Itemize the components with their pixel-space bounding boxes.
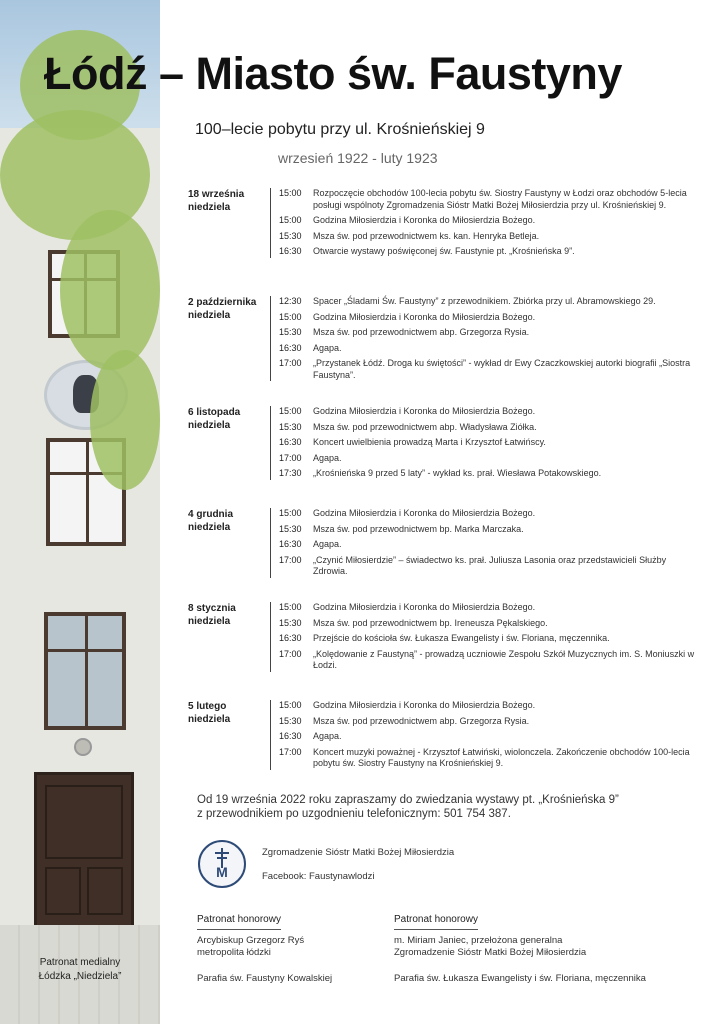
patron-role: Zgromadzenie Sióstr Matki Bożej Miłosierdzia (394, 947, 587, 958)
event-item (279, 215, 703, 227)
event-item (279, 327, 703, 339)
day-date: 4 grudnia (188, 509, 234, 520)
event-time: 15:30 (279, 327, 302, 337)
event-time: 17:00 (279, 554, 302, 565)
event-description: Msza św. pod przewodnictwem abp. Władysława Ziółka. (313, 421, 537, 432)
event-description: Msza św. pod przewodnictwem abp. Grzegorza Rysia. (313, 327, 530, 337)
event-description: Agapa. (313, 539, 342, 549)
day-label (188, 602, 270, 628)
organizer-name: Zgromadzenie Sióstr Matki Bożej Miłosierdzia (262, 847, 455, 858)
event-item (279, 602, 703, 614)
event-description: Agapa. (313, 452, 342, 463)
event-description: Msza św. pod przewodnictwem bp. Ireneusza Pękalskiego. (313, 617, 548, 628)
congregation-logo (198, 840, 246, 888)
event-description: Msza św. pod przewodnictwem bp. Marka Marczaka. (313, 523, 524, 534)
event-description: Godzina Miłosierdzia i Koronka do Miłosierdzia Bożego. (313, 406, 536, 416)
event-item (279, 618, 703, 630)
event-description: „Kolędowanie z Faustyną” - prowadzą uczniowie Zespołu Szkół Muzycznych im. S. Moniuszki w Łodzi. (313, 648, 695, 670)
event-time: 15:00 (279, 406, 302, 416)
logo-letter: M (216, 864, 228, 880)
event-item (279, 343, 703, 355)
event-time: 15:00 (279, 188, 302, 198)
day-label (188, 296, 270, 322)
wall-lamp (74, 738, 92, 756)
event-description: Otwarcie wystawy poświęconej św. Faustynie pt. „Krośnieńska 9”. (313, 246, 575, 256)
day-label (188, 188, 270, 214)
event-time: 15:00 (279, 602, 302, 612)
subtitle: 100–lecie pobytu przy ul. Krośnieńskiej 9 (195, 121, 485, 138)
event-time: 15:30 (279, 421, 302, 432)
event-description: Rozpoczęcie obchodów 100-lecia pobytu św. Siostry Faustyny w Łodzi oraz obchodów 5-lecia posługi wspólnoty Zgromadzenia Sióstr Matki Bożej Miłosierdzia przy ul. Krośnieńskiej 9. (313, 188, 687, 210)
patron-role: metropolita łódzki (197, 947, 271, 958)
exhibition-visit-info (197, 793, 637, 821)
event-list (270, 508, 703, 578)
day-date: 2 października (188, 297, 257, 308)
event-description: Koncert muzyki poważnej - Krzysztof Łatwiński, wiolonczela. Zakończenie obchodów 100-lecia pobytu św. Siostry Faustyny na Krośnieńskiej 9. (313, 746, 690, 768)
day-weekday: niedziela (188, 616, 231, 627)
event-item (279, 555, 703, 578)
schedule-day (188, 700, 703, 774)
event-item (279, 747, 703, 770)
event-item (279, 539, 703, 551)
day-weekday: niedziela (188, 202, 231, 213)
patron-parish: Parafia św. Łukasza Ewangelisty i św. Floriana, męczennika (394, 972, 646, 984)
day-label (188, 700, 270, 726)
event-item (279, 312, 703, 324)
event-item (279, 231, 703, 243)
visit-line-2: z przewodnikiem po uzgodnieniu telefonicznym: 501 754 387. (197, 808, 511, 820)
event-list (270, 406, 703, 480)
event-time: 16:30 (279, 342, 302, 353)
tree-foliage (60, 210, 160, 370)
day-weekday: niedziela (188, 522, 231, 533)
event-description: Godzina Miłosierdzia i Koronka do Miłosierdzia Bożego. (313, 215, 536, 225)
event-time: 15:30 (279, 617, 302, 628)
schedule-day (188, 296, 703, 385)
event-item (279, 716, 703, 728)
event-item (279, 437, 703, 449)
event-time: 15:00 (279, 508, 302, 518)
event-list (270, 602, 703, 672)
visit-line-1: Od 19 września 2022 roku zapraszamy do zwiedzania wystawy pt. „Krośnieńska 9” (197, 794, 619, 806)
event-list (270, 700, 703, 770)
event-item (279, 700, 703, 712)
honorary-patronage-left (197, 914, 377, 985)
day-label (188, 508, 270, 534)
event-item (279, 296, 703, 308)
event-description: „Przystanek Łódź. Droga ku świętości” - wykład dr Ewy Czaczkowskiej autorki biografii „Siostra Faustyna”. (313, 358, 691, 380)
event-description: „Krośnieńska 9 przed 5 laty” - wykład ks. prał. Wiesława Potakowskiego. (313, 468, 602, 478)
patron-parish: Parafia św. Faustyny Kowalskiej (197, 972, 333, 984)
event-item (279, 406, 703, 418)
event-time: 16:30 (279, 539, 302, 549)
day-weekday: niedziela (188, 714, 231, 725)
schedule-day (188, 602, 703, 676)
media-patronage-name: Łódzka „Niedziela” (38, 971, 122, 982)
event-description: „Czynić Miłosierdzie” – świadectwo ks. prał. Juliusza Lasonia oraz przedstawicieli Służby Zdrowia. (313, 554, 667, 576)
event-item (279, 649, 703, 672)
event-description: Godzina Miłosierdzia i Koronka do Miłosierdzia Bożego. (313, 700, 536, 710)
event-item (279, 731, 703, 743)
event-time: 17:00 (279, 648, 302, 659)
day-date: 5 lutego (188, 701, 227, 712)
schedule-day (188, 508, 703, 582)
patronage-heading: Patronat honorowy (394, 914, 478, 930)
event-item (279, 422, 703, 434)
event-description: Godzina Miłosierdzia i Koronka do Miłosierdzia Bożego. (313, 602, 536, 612)
event-item (279, 633, 703, 645)
event-time: 15:00 (279, 700, 302, 710)
window (44, 612, 126, 730)
event-time: 15:30 (279, 230, 302, 241)
day-date: 18 września (188, 189, 245, 200)
date-range: wrzesień 1922 - luty 1923 (278, 150, 438, 166)
event-time: 15:00 (279, 311, 302, 322)
entrance-door (34, 772, 134, 928)
event-time: 15:30 (279, 715, 302, 726)
event-description: Spacer „Śladami Św. Faustyny” z przewodnikiem. Zbiórka przy ul. Abramowskiego 29. (313, 296, 656, 306)
event-list (270, 188, 703, 258)
event-list (270, 296, 703, 381)
event-time: 12:30 (279, 296, 302, 306)
event-description: Agapa. (313, 342, 342, 353)
event-description: Msza św. pod przewodnictwem abp. Grzegorza Rysia. (313, 715, 530, 726)
event-item (279, 524, 703, 536)
event-time: 17:00 (279, 452, 302, 463)
event-description: Koncert uwielbienia prowadzą Marta i Krzysztof Łatwińscy. (313, 437, 546, 447)
event-time: 17:30 (279, 468, 302, 478)
media-patronage-heading: Patronat medialny (39, 957, 121, 968)
event-description: Przejście do kościoła św. Łukasza Ewangelisty i św. Floriana, męczennika. (313, 633, 610, 643)
day-date: 6 listopada (188, 407, 241, 418)
honorary-patronage-right (394, 914, 714, 985)
day-weekday: niedziela (188, 310, 231, 321)
building-photo (0, 0, 160, 1024)
schedule-day (188, 188, 703, 262)
page-title: Łódź – Miasto św. Faustyny (44, 48, 622, 99)
event-item (279, 508, 703, 520)
facebook-link[interactable]: Facebook: Faustynawlodzi (262, 871, 375, 882)
patronage-heading: Patronat honorowy (197, 914, 281, 930)
event-time: 16:30 (279, 633, 302, 643)
event-description: Agapa. (313, 731, 342, 741)
event-item (279, 453, 703, 465)
event-time: 17:00 (279, 358, 302, 368)
event-item (279, 358, 703, 381)
tree-foliage (90, 350, 160, 490)
schedule-day (188, 406, 703, 484)
day-date: 8 stycznia (188, 603, 236, 614)
event-item (279, 246, 703, 258)
event-time: 15:30 (279, 523, 302, 534)
event-item (279, 188, 703, 211)
event-time: 16:30 (279, 246, 302, 256)
day-weekday: niedziela (188, 420, 231, 431)
event-time: 17:00 (279, 746, 302, 757)
event-time: 16:30 (279, 731, 302, 741)
event-time: 16:30 (279, 437, 302, 447)
patron-name: Arcybiskup Grzegorz Ryś (197, 934, 305, 946)
media-patronage (0, 956, 160, 984)
day-label (188, 406, 270, 432)
event-description: Godzina Miłosierdzia i Koronka do Miłosierdzia Bożego. (313, 311, 536, 322)
event-description: Godzina Miłosierdzia i Koronka do Miłosierdzia Bożego. (313, 508, 536, 518)
patron-name: m. Miriam Janiec, przełożona generalna (394, 934, 563, 946)
event-item (279, 468, 703, 480)
event-description: Msza św. pod przewodnictwem ks. kan. Henryka Betleja. (313, 230, 540, 241)
event-time: 15:00 (279, 215, 302, 225)
